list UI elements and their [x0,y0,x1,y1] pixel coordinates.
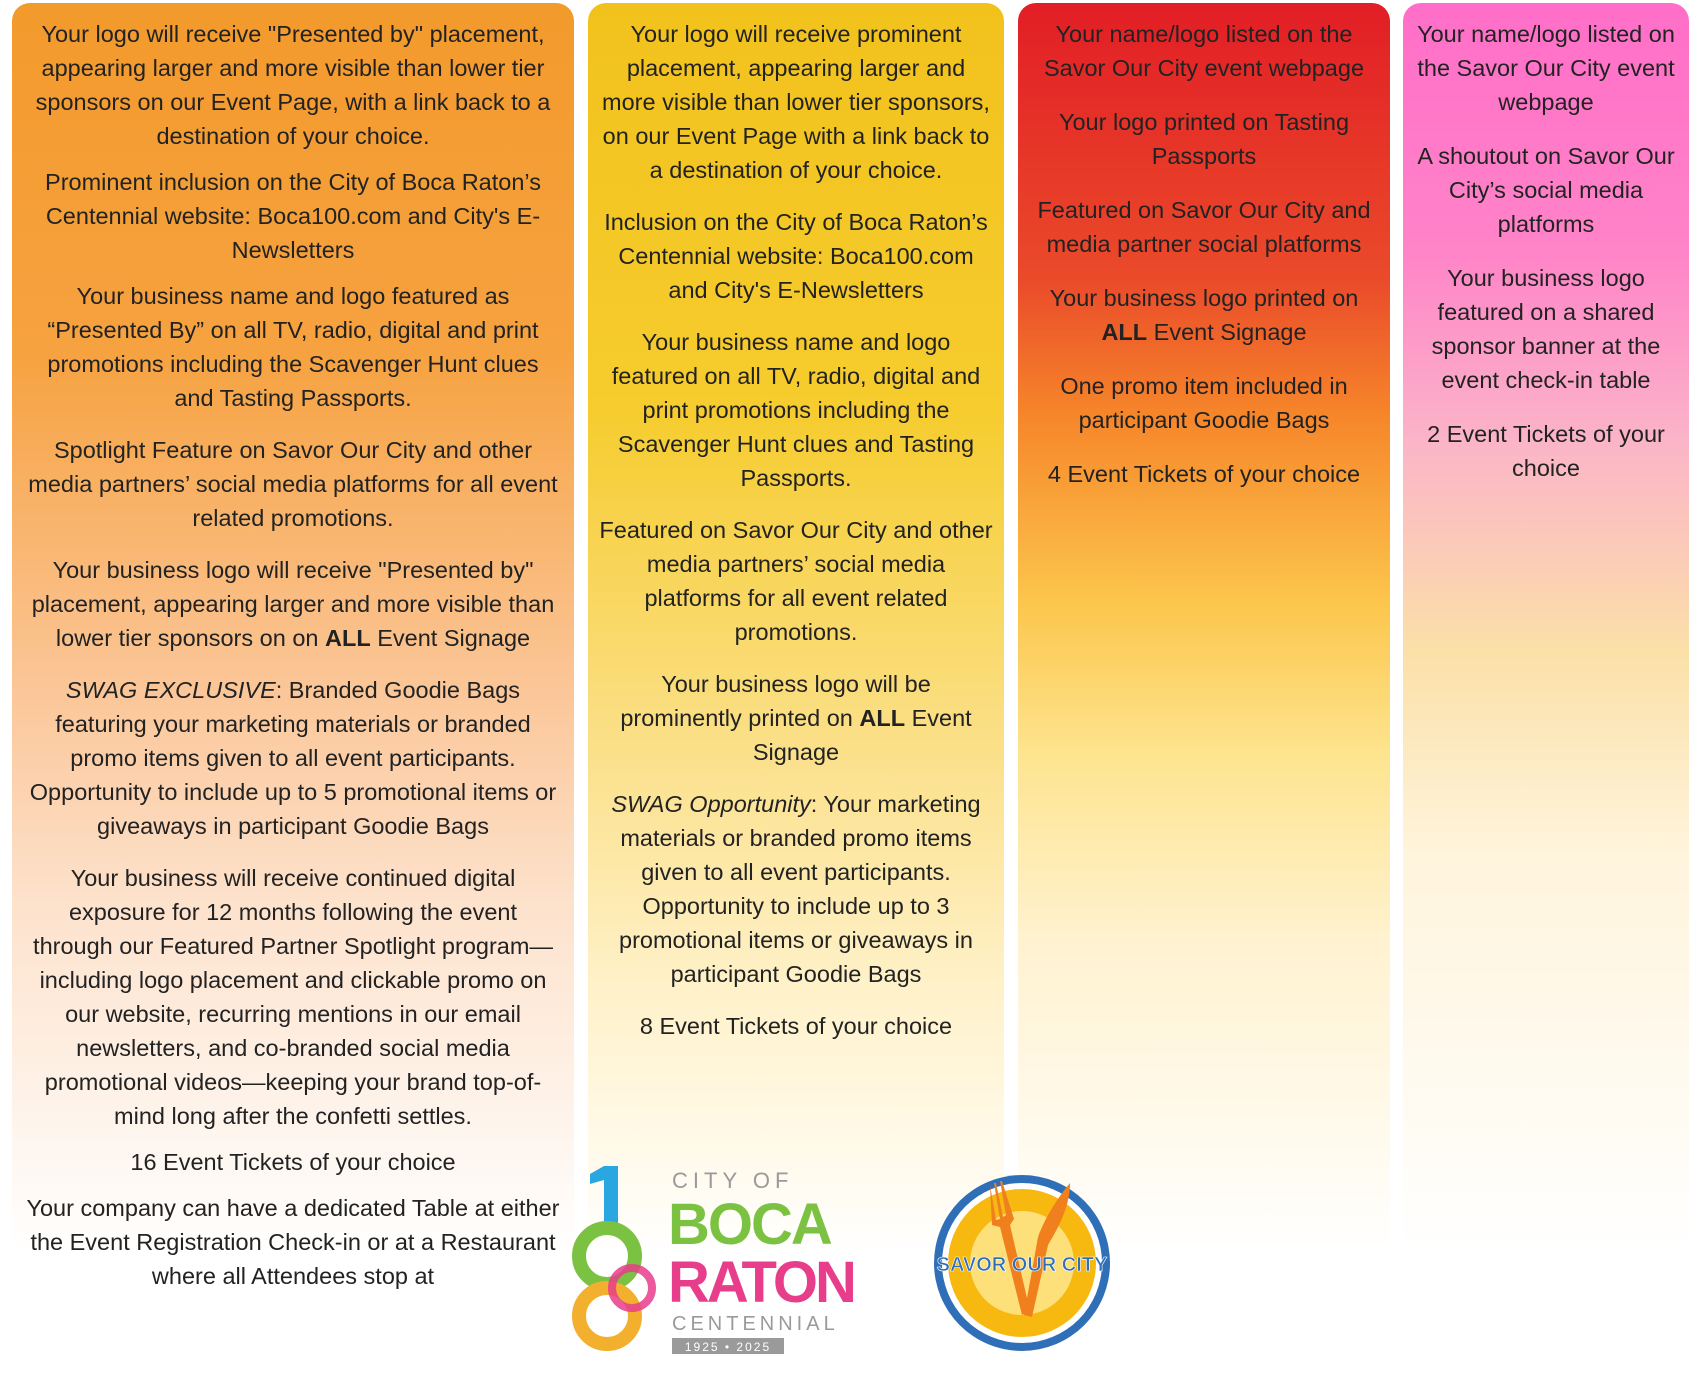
tier-column-presenting [12,3,574,1289]
benefit-text-italic: SWAG Opportunity [611,791,811,817]
benefit-text: Your logo will receive prominent placement, appearing larger and more visible than lower tier sponsors, on our Event Page with a link back to a destination of your choice. [602,21,990,183]
benefit-text [1030,281,1378,349]
benefit-text-part: Event Signage [370,625,531,651]
savor-our-city-logo [930,1165,1115,1355]
years-text: 1925 • 2025 [684,1340,772,1354]
benefit-text-emphasis: ALL [1101,319,1148,345]
benefit-text: A shoutout on Savor Our City’s social media platforms [1417,143,1675,237]
benefit-text: Your company can have a dedicated Table at either the Event Registration Check-in or at a Restaurant where all Attendees stop at [26,1195,560,1289]
benefit-text [26,553,560,655]
benefit-text: Prominent inclusion on the City of Boca Raton’s Centennial website: Boca100.com and City's E-Newsletters [45,169,541,263]
benefit-text-emphasis: ALL [859,705,906,731]
benefit-text: 8 Event Tickets of your choice [639,1013,953,1039]
benefit-text [598,667,994,769]
city-of-text: CITY OF [672,1168,794,1193]
benefit-text: One promo item included in participant Goodie Bags [1060,373,1348,433]
benefit-text-part: Your business logo printed on [1049,285,1359,311]
benefit-text: Spotlight Feature on Savor Our City and other media partners’ social media platforms for all event related promotions. [28,437,558,531]
benefit-text-italic: SWAG EXCLUSIVE [65,677,276,703]
benefit-text-part: Your business logo will be prominently printed on [620,671,931,731]
centennial-text: CENTENNIAL [672,1313,839,1335]
benefit-text: Featured on Savor Our City and other media partners’ social media platforms for all event related promotions. [599,517,993,645]
benefit-text-part: Event Signage [1147,319,1307,345]
benefit-text: 16 Event Tickets of your choice [130,1149,456,1175]
benefit-text-part: Your business logo will receive "Presented by" placement, appearing larger and more visible than lower tier sponsors on on [31,557,555,651]
benefit-text: Your logo will receive "Presented by" placement, appearing larger and more visible than lower tier sponsors on our Event Page, with a link back to a destination of your choice. [35,21,551,149]
benefit-text [26,673,560,843]
benefit-text: Your logo printed on Tasting Passports [1058,109,1350,169]
benefit-text: Your name/logo listed on the Savor Our City event webpage [1417,21,1675,115]
benefit-text [598,787,994,991]
benefit-text: 4 Event Tickets of your choice [1047,461,1361,487]
tier-column-red [1018,3,1390,1253]
tier-column-pink [1403,3,1689,1253]
benefit-text: Your name/logo listed on the Savor Our City event webpage [1043,21,1365,81]
benefit-text: Your business name and logo featured as “Presented By” on all TV, radio, digital and print promotions including the Scavenger Hunt clues and Tasting Passports. [47,283,539,411]
boca-raton-centennial-logo [560,1160,870,1360]
benefit-text: 2 Event Tickets of your choice [1427,421,1665,481]
benefit-text-part: : Branded Goodie Bags featuring your marketing materials or branded promo items given to all event participants. Opportunity to include up to 5 promotional items or giveaways in participant Goodie Bags [29,677,557,839]
raton-text: RATON [668,1250,854,1315]
benefit-text-part: Event Signage [752,705,972,765]
boca-text: BOCA [668,1192,831,1257]
benefit-text: Your business logo featured on a shared sponsor banner at the event check-in table [1431,265,1661,393]
benefit-text: Featured on Savor Our City and media partner social platforms [1037,197,1371,257]
savor-text: SAVOR OUR CITY [936,1254,1108,1276]
benefit-text: Inclusion on the City of Boca Raton’s Centennial website: Boca100.com and City's E-Newsletters [604,209,988,303]
benefit-text: Your business will receive continued digital exposure for 12 months following the event through our Featured Partner Spotlight program—including logo placement and clickable promo on our website, recurring mentions in our email newsletters, and co-branded social media promotional videos—keeping your brand top-of-mind long after the confetti settles. [33,865,553,1129]
tier-column-gold [588,3,1004,1363]
benefit-text-part: : Your marketing materials or branded promo items given to all event participants. Opportunity to include up to 3 promotional items or giveaways in participant Goodie Bags [619,791,981,987]
benefit-text-emphasis: ALL [325,625,371,651]
benefit-text: Your business name and logo featured on all TV, radio, digital and print promotions including the Scavenger Hunt clues and Tasting Passports. [611,329,981,491]
